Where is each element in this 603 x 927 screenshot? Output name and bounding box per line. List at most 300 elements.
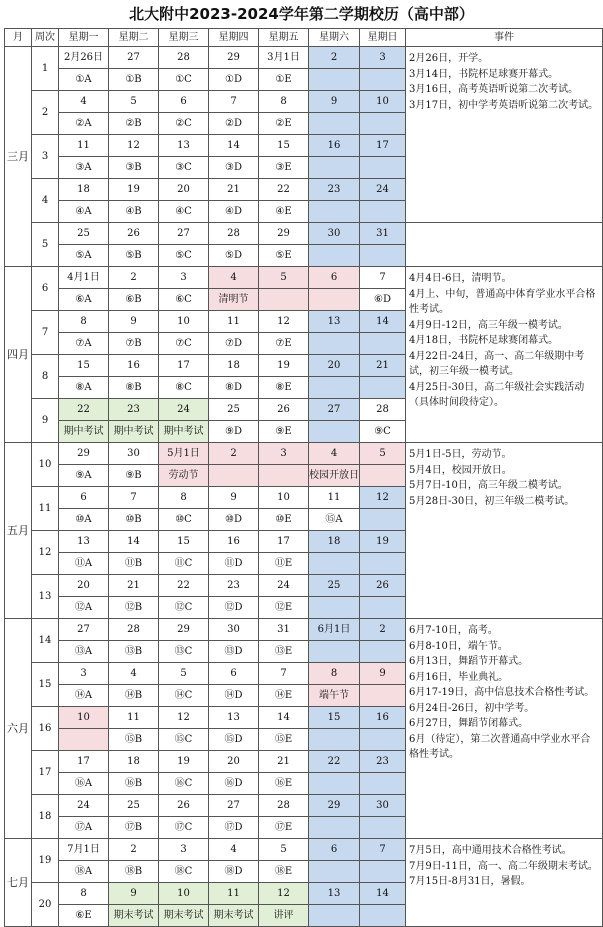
day-note: ⑥D — [360, 289, 406, 311]
day-note: ⑪B — [109, 553, 159, 575]
day-note: ⑱C — [159, 861, 209, 883]
day-note: ⑧E — [259, 377, 309, 399]
day-date: 18 — [59, 179, 109, 201]
week-number: 19 — [32, 839, 59, 883]
day-note — [309, 861, 360, 883]
column-header: 星期四 — [209, 29, 259, 47]
day-note: ⑩A — [59, 509, 109, 531]
day-note: ②C — [159, 113, 209, 135]
day-date: 6 — [59, 487, 109, 509]
column-header: 月 — [5, 29, 32, 47]
day-date: 16 — [309, 135, 360, 157]
day-note: ⑯A — [59, 773, 109, 795]
day-note: ③E — [259, 157, 309, 179]
day-note: ⑨B — [109, 465, 159, 487]
column-header: 星期六 — [309, 29, 360, 47]
day-date: 25 — [209, 399, 259, 421]
day-note — [360, 113, 406, 135]
week-row-top — [5, 47, 603, 69]
day-note — [259, 465, 309, 487]
day-note: ⑧B — [109, 377, 159, 399]
day-date: 4 — [309, 443, 360, 465]
day-note: ①B — [109, 69, 159, 91]
day-note: ⑬D — [209, 641, 259, 663]
day-note: ⑱D — [209, 861, 259, 883]
day-note — [259, 289, 309, 311]
week-number: 1 — [32, 47, 59, 91]
day-note — [309, 905, 360, 927]
day-date: 2 — [109, 267, 159, 289]
day-date: 3月1日 — [259, 47, 309, 69]
day-note: ⑭A — [59, 685, 109, 707]
day-date: 23 — [109, 399, 159, 421]
event-item: 6月8-10日，端午节。 — [409, 640, 508, 652]
day-note — [360, 861, 406, 883]
event-item: 6月16日，毕业典礼。 — [409, 671, 509, 683]
day-date: 15 — [159, 531, 209, 553]
day-note: ⑰A — [59, 817, 109, 839]
event-item: 7月5日，高中通用技术合格性考试。 — [409, 845, 572, 856]
day-date: 18 — [309, 531, 360, 553]
event-item: 4月25日-30日，高二年级社会实践活动（具体时间段待定）。 — [409, 381, 585, 408]
day-date: 22 — [309, 751, 360, 773]
day-note: ②A — [59, 113, 109, 135]
event-item: 5月4日，校园开放日。 — [409, 464, 512, 476]
day-date: 22 — [59, 399, 109, 421]
day-note: ⑤D — [209, 245, 259, 267]
day-date: 23 — [360, 751, 406, 773]
day-date: 13 — [309, 883, 360, 905]
event-item: 3月14日，书院杯足球赛开幕式。 — [409, 68, 559, 80]
day-date: 28 — [109, 619, 159, 641]
day-note: ④D — [209, 201, 259, 223]
day-note: ⑱B — [109, 861, 159, 883]
day-note — [209, 465, 259, 487]
day-note: ⑰E — [259, 817, 309, 839]
day-date: 31 — [360, 223, 406, 245]
day-note: ⑭B — [109, 685, 159, 707]
day-date: 4月1日 — [59, 267, 109, 289]
day-date: 2 — [209, 443, 259, 465]
day-note: ①D — [209, 69, 259, 91]
day-note: 期末考试 — [159, 905, 209, 927]
day-date: 12 — [360, 487, 406, 509]
header-row — [5, 29, 603, 47]
event-item: 5月7日-10日，高三年级二模考试。 — [409, 480, 568, 491]
day-note — [309, 421, 360, 443]
day-date: 15 — [59, 355, 109, 377]
day-date: 14 — [360, 311, 406, 333]
day-date: 28 — [159, 47, 209, 69]
day-date: 15 — [309, 707, 360, 729]
day-note — [360, 333, 406, 355]
day-date: 6 — [309, 267, 360, 289]
day-note — [360, 245, 406, 267]
day-date: 27 — [209, 795, 259, 817]
week-number: 17 — [32, 751, 59, 795]
day-date: 24 — [59, 795, 109, 817]
day-note: 劳动节 — [159, 465, 209, 487]
day-note: ④A — [59, 201, 109, 223]
day-date: 21 — [259, 751, 309, 773]
event-item: 6月24日-26日，初中学考。 — [409, 702, 535, 714]
event-item: 5月28日-30日，初三年级二模考试。 — [409, 495, 575, 507]
day-note: ⑥C — [159, 289, 209, 311]
day-date: 7 — [209, 91, 259, 113]
day-date: 29 — [309, 795, 360, 817]
day-date: 13 — [159, 135, 209, 157]
day-date: 7月1日 — [59, 839, 109, 861]
day-date: 10 — [159, 883, 209, 905]
day-date: 18 — [209, 355, 259, 377]
day-note: 期末考试 — [109, 905, 159, 927]
day-note: ⑰D — [209, 817, 259, 839]
event-item: 6月7-10日，高考。 — [409, 625, 498, 636]
day-note: ①C — [159, 69, 209, 91]
day-note — [309, 245, 360, 267]
day-note — [360, 553, 406, 575]
day-note: 端午节 — [309, 685, 360, 707]
day-date: 5 — [360, 443, 406, 465]
day-note: ⑤E — [259, 245, 309, 267]
event-item: 4月22日-24日，高一、高二年级期中考试，初三年级一模考试。 — [409, 350, 585, 377]
day-date: 12 — [109, 135, 159, 157]
week-number: 4 — [32, 179, 59, 223]
day-note: ①E — [259, 69, 309, 91]
day-note — [59, 729, 109, 751]
event-item: 2月26日，开学。 — [409, 53, 489, 64]
day-note: ⑨D — [209, 421, 259, 443]
day-note: ④E — [259, 201, 309, 223]
day-note: ⑭C — [159, 685, 209, 707]
week-number: 16 — [32, 707, 59, 751]
event-item: 6月13日，舞蹈节开幕式。 — [409, 656, 529, 667]
week-row-top — [5, 443, 603, 465]
column-header: 星期三 — [159, 29, 209, 47]
day-note: ⑮A — [309, 509, 360, 531]
week-number: 5 — [32, 223, 59, 267]
week-row-top — [5, 619, 603, 641]
day-note: ⑪D — [209, 553, 259, 575]
month-label: 四月 — [5, 267, 32, 443]
day-note: ⑩B — [109, 509, 159, 531]
day-note: ⑫C — [159, 597, 209, 619]
day-date: 24 — [259, 575, 309, 597]
week-number: 2 — [32, 91, 59, 135]
day-date: 30 — [109, 443, 159, 465]
day-note: ⑱E — [259, 861, 309, 883]
day-date: 21 — [109, 575, 159, 597]
week-number: 14 — [32, 619, 59, 663]
day-date: 12 — [259, 883, 309, 905]
day-date: 25 — [309, 575, 360, 597]
day-note: 期中考试 — [159, 421, 209, 443]
day-note — [360, 157, 406, 179]
day-date: 9 — [360, 663, 406, 685]
day-note: ⑦B — [109, 333, 159, 355]
day-note — [309, 773, 360, 795]
day-note: ⑧A — [59, 377, 109, 399]
day-date: 29 — [59, 443, 109, 465]
day-date: 21 — [360, 355, 406, 377]
day-date: 9 — [209, 487, 259, 509]
day-note: ⑮E — [259, 729, 309, 751]
day-date: 5 — [259, 267, 309, 289]
day-date: 8 — [59, 311, 109, 333]
day-note — [360, 201, 406, 223]
day-note: 校园开放日 — [309, 465, 360, 487]
day-note — [309, 157, 360, 179]
week-number: 12 — [32, 531, 59, 575]
events-cell — [406, 619, 603, 839]
day-date: 22 — [159, 575, 209, 597]
day-date: 16 — [109, 355, 159, 377]
day-note: ⑭E — [259, 685, 309, 707]
day-date: 22 — [259, 179, 309, 201]
calendar-table — [4, 28, 603, 927]
events-cell — [406, 839, 603, 927]
day-date: 14 — [209, 135, 259, 157]
day-date: 4 — [59, 91, 109, 113]
day-date: 5月1日 — [159, 443, 209, 465]
day-date: 13 — [209, 707, 259, 729]
day-date: 17 — [59, 751, 109, 773]
day-date: 20 — [209, 751, 259, 773]
day-note: ⑮B — [109, 729, 159, 751]
day-note — [360, 685, 406, 707]
week-row-top — [5, 839, 603, 861]
event-item: 4月上、中旬，普通高中体育学业水平合格性考试。 — [409, 288, 596, 315]
week-number: 13 — [32, 575, 59, 619]
day-date: 23 — [309, 179, 360, 201]
day-note: ⑬B — [109, 641, 159, 663]
month-label: 七月 — [5, 839, 32, 927]
day-note: ⑪E — [259, 553, 309, 575]
day-note: ③A — [59, 157, 109, 179]
day-date: 11 — [59, 135, 109, 157]
day-note — [360, 465, 406, 487]
day-note — [309, 553, 360, 575]
event-item: 6月27日，舞蹈节闭幕式。 — [409, 718, 529, 729]
day-date: 11 — [209, 883, 259, 905]
day-note — [360, 817, 406, 839]
day-date: 30 — [209, 619, 259, 641]
day-date: 20 — [59, 575, 109, 597]
day-note: 期中考试 — [59, 421, 109, 443]
day-date: 20 — [309, 355, 360, 377]
day-date: 3 — [59, 663, 109, 685]
day-note — [360, 69, 406, 91]
day-note: ①A — [59, 69, 109, 91]
day-date: 16 — [360, 707, 406, 729]
day-date: 9 — [309, 91, 360, 113]
day-note — [360, 377, 406, 399]
day-date: 8 — [159, 487, 209, 509]
day-date: 13 — [309, 311, 360, 333]
day-note: ③B — [109, 157, 159, 179]
day-date: 27 — [309, 399, 360, 421]
day-note: ④B — [109, 201, 159, 223]
day-date: 12 — [159, 707, 209, 729]
day-note: ⑭D — [209, 685, 259, 707]
day-date: 27 — [59, 619, 109, 641]
day-date: 10 — [59, 707, 109, 729]
day-note: ⑯E — [259, 773, 309, 795]
day-note: ⑫B — [109, 597, 159, 619]
day-note — [360, 905, 406, 927]
event-item: 4月18日，书院杯足球赛闭幕式。 — [409, 335, 559, 346]
event-item: 7月15日-8月31日，暑假。 — [409, 876, 531, 887]
day-note: ⑨E — [259, 421, 309, 443]
day-note: ⑪A — [59, 553, 109, 575]
day-date: 11 — [109, 707, 159, 729]
column-header: 星期五 — [259, 29, 309, 47]
day-date: 30 — [309, 223, 360, 245]
day-note: ⑦C — [159, 333, 209, 355]
day-date: 18 — [109, 751, 159, 773]
week-number: 8 — [32, 355, 59, 399]
day-note: ⑱A — [59, 861, 109, 883]
event-item: 7月9日-11日，高一、高二年级期末考试。 — [409, 860, 598, 872]
day-note — [309, 377, 360, 399]
day-date: 11 — [309, 487, 360, 509]
day-date: 6 — [309, 839, 360, 861]
day-note — [360, 597, 406, 619]
day-date: 26 — [360, 575, 406, 597]
day-note: ⑩E — [259, 509, 309, 531]
day-date: 28 — [360, 399, 406, 421]
day-date: 8 — [59, 883, 109, 905]
day-date: 5 — [259, 839, 309, 861]
day-date: 25 — [109, 795, 159, 817]
day-note: ⑨C — [360, 421, 406, 443]
day-note — [309, 817, 360, 839]
day-date: 19 — [109, 179, 159, 201]
week-number: 18 — [32, 795, 59, 839]
day-note — [360, 773, 406, 795]
day-date: 3 — [159, 839, 209, 861]
day-note: ⑬A — [59, 641, 109, 663]
events-cell — [406, 267, 603, 443]
day-note: ⑮C — [159, 729, 209, 751]
day-date: 10 — [360, 91, 406, 113]
day-date: 27 — [159, 223, 209, 245]
day-note: ④C — [159, 201, 209, 223]
day-note — [309, 597, 360, 619]
day-note: 期中考试 — [109, 421, 159, 443]
day-date: 24 — [360, 179, 406, 201]
day-date: 14 — [360, 883, 406, 905]
day-note — [360, 509, 406, 531]
day-date: 19 — [259, 355, 309, 377]
day-date: 8 — [309, 663, 360, 685]
event-item: 4月9日-12日，高三年级一模考试。 — [409, 319, 568, 331]
week-number: 9 — [32, 399, 59, 443]
day-note: ⑪C — [159, 553, 209, 575]
day-note: ③D — [209, 157, 259, 179]
day-date: 19 — [159, 751, 209, 773]
events-cell — [406, 443, 603, 619]
day-note: ②D — [209, 113, 259, 135]
day-note: ⑩D — [209, 509, 259, 531]
day-note: ⑫D — [209, 597, 259, 619]
day-date: 31 — [259, 619, 309, 641]
day-note — [309, 113, 360, 135]
day-note: ③C — [159, 157, 209, 179]
day-note — [309, 333, 360, 355]
month-label: 五月 — [5, 443, 32, 619]
day-date: 9 — [109, 311, 159, 333]
day-date: 17 — [259, 531, 309, 553]
day-date: 8 — [259, 91, 309, 113]
week-row-top — [5, 267, 603, 289]
events-cell — [406, 47, 603, 223]
day-date: 3 — [259, 443, 309, 465]
day-date: 4 — [209, 839, 259, 861]
day-note: 讲评 — [259, 905, 309, 927]
day-note — [309, 201, 360, 223]
day-note: ⑯C — [159, 773, 209, 795]
day-note: ⑬C — [159, 641, 209, 663]
day-date: 19 — [360, 531, 406, 553]
day-note: ⑰B — [109, 817, 159, 839]
column-header: 星期日 — [360, 29, 406, 47]
day-note: ⑯B — [109, 773, 159, 795]
day-date: 30 — [360, 795, 406, 817]
day-note: ⑧C — [159, 377, 209, 399]
day-note: 清明节 — [209, 289, 259, 311]
event-item: 4月4日-6日，清明节。 — [409, 273, 512, 284]
day-note: ⑧D — [209, 377, 259, 399]
day-note: ⑦A — [59, 333, 109, 355]
day-date: 26 — [109, 223, 159, 245]
column-header: 星期一 — [59, 29, 109, 47]
column-header: 周次 — [32, 29, 59, 47]
day-note — [309, 69, 360, 91]
day-date: 17 — [159, 355, 209, 377]
day-date: 2 — [309, 47, 360, 69]
day-date: 25 — [59, 223, 109, 245]
day-date: 9 — [109, 883, 159, 905]
day-date: 29 — [159, 619, 209, 641]
day-date: 6 — [159, 91, 209, 113]
event-item: 3月17日，初中学考英语听说第二次考试。 — [409, 99, 599, 111]
day-date: 28 — [259, 795, 309, 817]
event-item: 6月17-19日，高中信息技术合格性考试。 — [409, 687, 595, 698]
day-date: 10 — [259, 487, 309, 509]
day-note: 期末考试 — [209, 905, 259, 927]
week-row-top — [5, 223, 603, 245]
day-note: ⑦E — [259, 333, 309, 355]
day-date: 2 — [360, 619, 406, 641]
day-date: 21 — [209, 179, 259, 201]
day-note: ⑫A — [59, 597, 109, 619]
month-label: 三月 — [5, 47, 32, 267]
day-note: ②E — [259, 113, 309, 135]
week-number: 3 — [32, 135, 59, 179]
day-date: 6月1日 — [309, 619, 360, 641]
day-date: 14 — [259, 707, 309, 729]
day-date: 7 — [109, 487, 159, 509]
event-item: 5月1日-5日，劳动节。 — [409, 449, 512, 460]
day-date: 10 — [159, 311, 209, 333]
day-date: 5 — [159, 663, 209, 685]
day-date: 26 — [259, 399, 309, 421]
day-date: 13 — [59, 531, 109, 553]
day-date: 7 — [360, 839, 406, 861]
day-date: 20 — [159, 179, 209, 201]
day-date: 23 — [209, 575, 259, 597]
